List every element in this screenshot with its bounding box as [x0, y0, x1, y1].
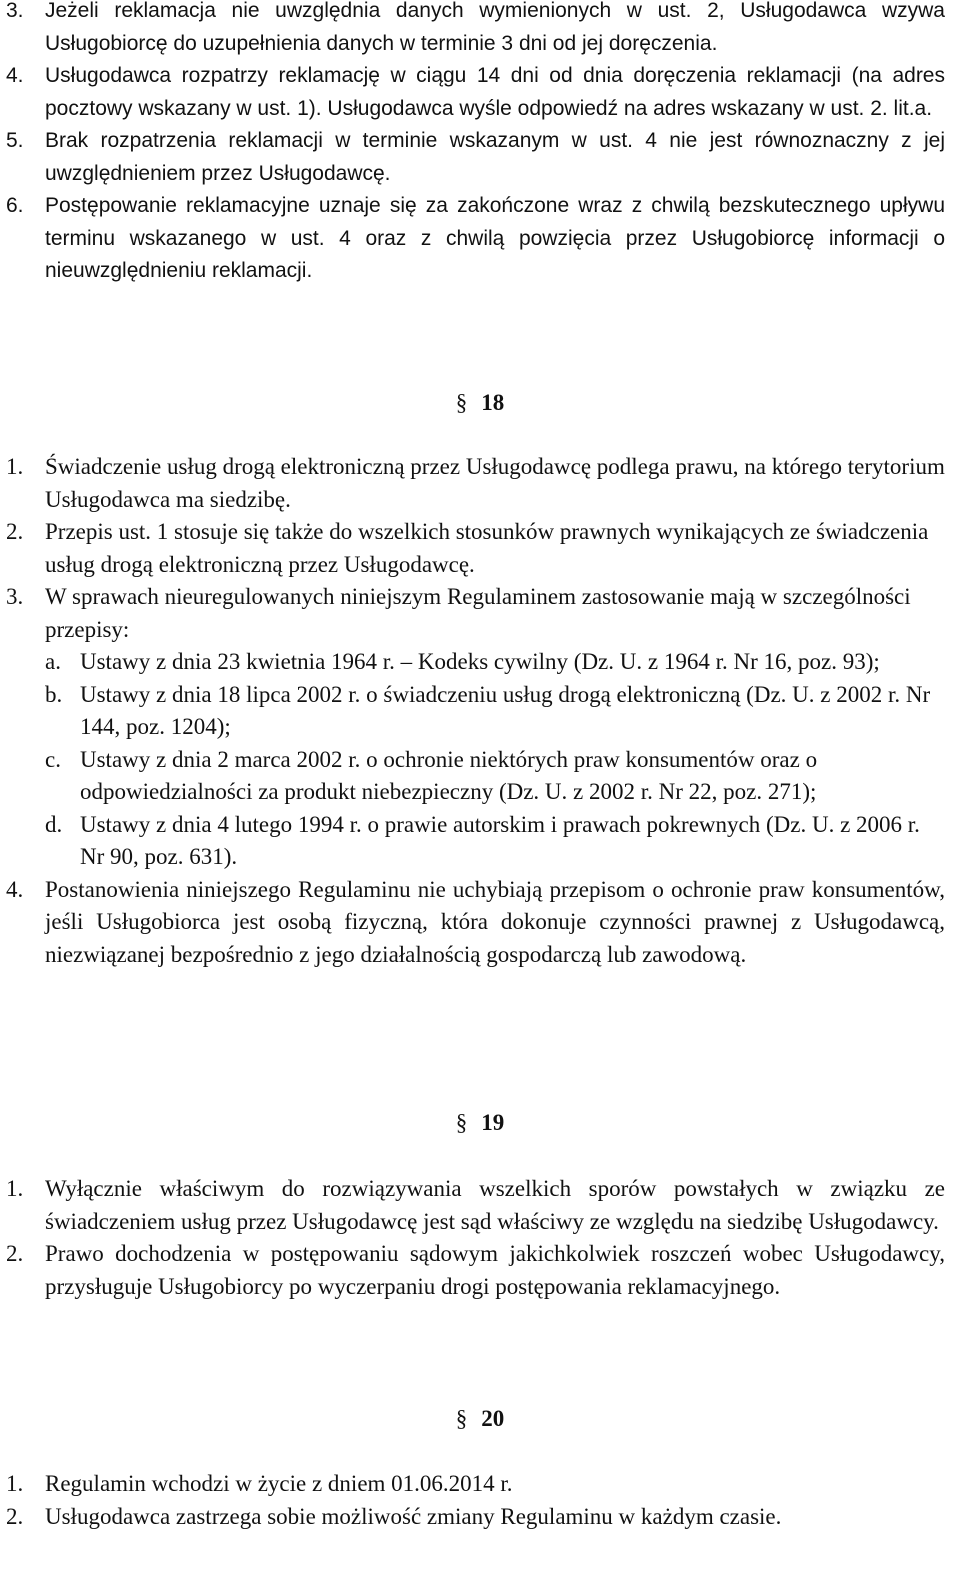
- sub-item-text: Ustawy z dnia 23 kwietnia 1964 r. – Kodeks cywilny (Dz. U. z 1964 r. Nr 16, poz. 93);: [80, 649, 880, 674]
- sub-item-letter: a.: [45, 649, 61, 674]
- section-mark: §: [455, 1110, 468, 1135]
- item-text: Jeżeli reklamacja nie uwzględnia danych wymienionych w ust. 2, Usługodawca wzywa Usługobiorcę do uzupełnienia danych w terminie 3 dni od jej doręczenia.: [45, 0, 945, 55]
- item-number: 2.: [6, 1503, 24, 1529]
- item-text: Wyłącznie właściwym do rozwiązywania wszelkich sporów powstałych w związku ze świadczeniem usług przez Usługodawcę jest sąd właściwy ze względu na siedzibę Usługodawcy.: [45, 1176, 945, 1234]
- item-number: 1.: [6, 1176, 24, 1201]
- item-number: 1.: [6, 1471, 24, 1496]
- section-number: 20: [481, 1406, 505, 1431]
- complaint-procedure-list: [0, 0, 960, 288]
- item-number: 4.: [6, 876, 24, 902]
- item-text: Prawo dochodzenia w postępowaniu sądowym jakichkolwiek roszczeń wobec Usługodawcy, przysługuje Usługobiorcy po wyczerpaniu drogi postępowania reklamacyjnego.: [45, 1241, 945, 1299]
- section-number: 18: [481, 390, 505, 415]
- item-number: 6.: [6, 194, 24, 217]
- item-text: Postępowanie reklamacyjne uznaje się za zakończone wraz z chwilą bezskutecznego upływu terminu wskazanego w ust. 4 oraz z chwilą powzięcia przez Usługobiorcę informacji o nieuwzględnieniu reklamacji.: [45, 194, 945, 282]
- sub-list-item: [0, 744, 940, 809]
- sub-list-item: [0, 679, 940, 744]
- item-text: Usługodawca rozpatrzy reklamację w ciągu 14 dni od dnia doręczenia reklamacji (na adres pocztowy wskazany w ust. 1). Usługodawca wyśle odpowiedź na adres wskazany w ust. 2. lit.a.: [45, 64, 945, 120]
- list-item: [0, 516, 945, 581]
- list-item: [0, 1238, 945, 1303]
- sub-list-item: [0, 646, 940, 679]
- sub-item-letter: d.: [45, 811, 63, 837]
- section-mark: §: [455, 1406, 468, 1431]
- item-number: 5.: [6, 129, 24, 152]
- item-text: Przepis ust. 1 stosuje się także do wszelkich stosunków prawnych wynikających ze świadczenia usług drogą elektroniczną przez Usługodawcę.: [45, 519, 929, 577]
- section-19-list: [0, 1173, 960, 1303]
- item-text: Regulamin wchodzi w życie z dniem 01.06.2014 r.: [45, 1471, 513, 1496]
- sub-item-text: Ustawy z dnia 18 lipca 2002 r. o świadczeniu usług drogą elektroniczną (Dz. U. z 2002 r. Nr 144, poz. 1204);: [80, 681, 931, 739]
- section-mark: §: [455, 390, 468, 415]
- section-18-list: [0, 451, 960, 971]
- list-item: [0, 1173, 945, 1238]
- list-item: [0, 581, 945, 646]
- list-item: [0, 874, 945, 972]
- list-item: [0, 451, 945, 516]
- list-item: [0, 1501, 945, 1534]
- item-number: 4.: [6, 64, 24, 87]
- item-number: 1.: [6, 454, 24, 479]
- item-text: Świadczenie usług drogą elektroniczną przez Usługodawcę podlega prawu, na którego terytorium Usługodawca ma siedzibę.: [45, 454, 945, 512]
- item-text: Postanowienia niniejszego Regulaminu nie uchybiają przepisom o ochronie praw konsumentów, jeśli Usługobiorca jest osobą fizyczną, która dokonuje czynności prawnej z Usługodawcą, niezwiązanej bezpośrednio z jego działalnością gospodarczą lub zawodową.: [45, 876, 945, 967]
- list-item: [0, 125, 945, 190]
- sub-item-text: Ustawy z dnia 4 lutego 1994 r. o prawie autorskim i prawach pokrewnych (Dz. U. z 2006 r. Nr 90, poz. 631).: [80, 811, 920, 869]
- sub-item-text: Ustawy z dnia 2 marca 2002 r. o ochronie niektórych praw konsumentów oraz o odpowiedzialności za produkt niebezpieczny (Dz. U. z 2002 r. Nr 22, poz. 271);: [80, 746, 818, 804]
- item-number: 2.: [6, 519, 24, 544]
- list-item: [0, 190, 945, 288]
- list-item: [0, 0, 945, 60]
- sub-list-item: [0, 809, 940, 874]
- item-number: 3.: [6, 584, 24, 609]
- section-number: 19: [481, 1110, 505, 1135]
- item-number: 3.: [6, 0, 24, 22]
- list-item: [0, 60, 945, 125]
- sub-item-letter: b.: [45, 681, 63, 707]
- item-text: W sprawach nieuregulowanych niniejszym Regulaminem zastosowanie mają w szczególności przepisy:: [45, 584, 911, 642]
- section-20-heading: [0, 1403, 960, 1436]
- sub-item-letter: c.: [45, 746, 61, 772]
- item-text: Brak rozpatrzenia reklamacji w terminie wskazanym w ust. 4 nie jest równoznaczny z jej uwzględnieniem przez Usługodawcę.: [45, 129, 945, 185]
- item-text: Usługodawca zastrzega sobie możliwość zmiany Regulaminu w każdym czasie.: [45, 1503, 782, 1529]
- item-number: 2.: [6, 1241, 24, 1266]
- list-item: [0, 1468, 945, 1501]
- section-20-list: [0, 1468, 960, 1533]
- section-19-heading: [0, 1107, 960, 1140]
- section-18-heading: [0, 387, 960, 420]
